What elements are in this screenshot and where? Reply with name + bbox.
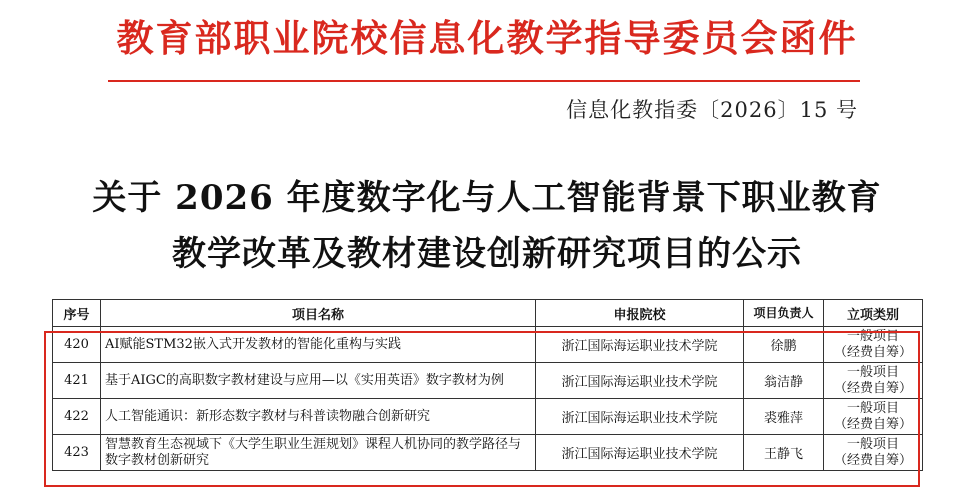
row-project-lead: 徐鹏 [744,327,824,363]
category-funding: （经费自筹） [833,344,912,360]
highlight-box [44,328,920,487]
category-type: 一般项目 [846,400,899,416]
row-school: 浙江国际海运职业技术学院 [536,435,744,471]
row-project-name: AI赋能STM32嵌入式开发教材的智能化重构与实践 [101,327,536,363]
row-index: 423 [53,435,101,471]
header-project-lead: 项目负责人 [744,300,824,327]
header-index: 序号 [53,300,101,327]
category-type: 一般项目 [846,436,899,452]
row-project-name: 人工智能通识：新形态数字教材与科普读物融合创新研究 [101,399,536,435]
letterhead-divider [108,80,860,82]
row-project-lead: 翁洁静 [744,363,824,399]
header-category: 立项类别 [824,300,923,327]
row-school: 浙江国际海运职业技术学院 [536,363,744,399]
row-index: 422 [53,399,101,435]
row-index: 420 [53,327,101,363]
header-school: 申报院校 [536,300,744,327]
category-type: 一般项目 [846,328,899,344]
row-project-name: 智慧教育生态视域下《大学生职业生涯规划》课程人机协同的教学路径与数字教材创新研究 [101,435,536,471]
category-funding: （经费自筹） [833,416,912,432]
row-project-lead: 裘雅萍 [744,399,824,435]
row-school: 浙江国际海运职业技术学院 [536,327,744,363]
row-school: 浙江国际海运职业技术学院 [536,399,744,435]
announcement-title-line1: 关于 2026 年度数字化与人工智能背景下职业教育 [92,178,882,218]
row-project-name: 基于AIGC的高职数字教材建设与应用—以《实用英语》数字教材为例 [101,363,536,399]
row-project-lead: 王静飞 [744,435,824,471]
category-type: 一般项目 [846,364,899,380]
letterhead-title: 教育部职业院校信息化教学指导委员会函件 [116,17,858,60]
announcement-title-line2: 教学改革及教材建设创新研究项目的公示 [172,234,802,274]
header-project-name: 项目名称 [101,300,536,327]
row-index: 421 [53,363,101,399]
category-funding: （经费自筹） [833,380,912,396]
document-number: 信息化教指委〔2026〕15 号 [566,98,858,122]
category-funding: （经费自筹） [833,452,912,468]
table-header-row [53,300,923,327]
